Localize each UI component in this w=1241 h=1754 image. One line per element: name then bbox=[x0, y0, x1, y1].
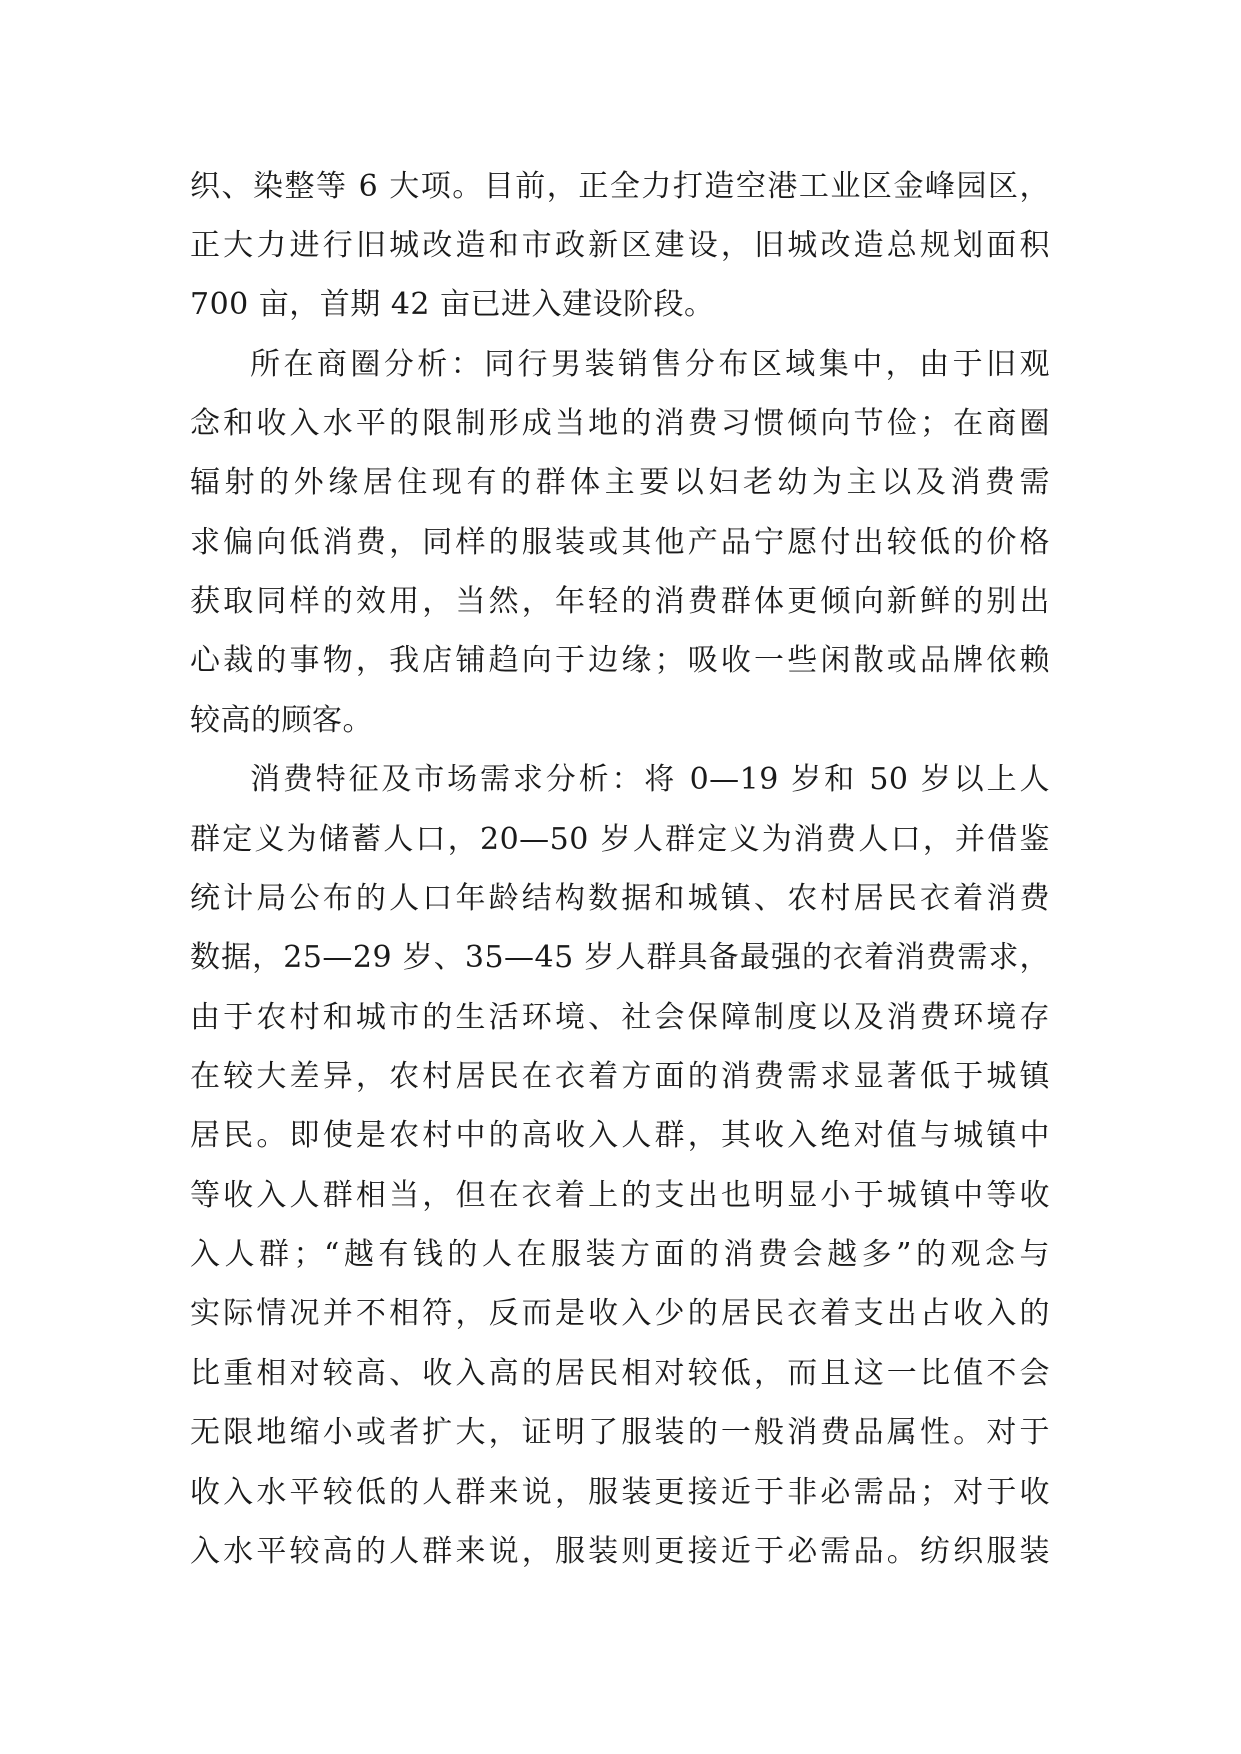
text-line: 700 亩，首期 42 亩已进入建设阶段。 bbox=[190, 287, 715, 322]
text-line: 较高的顾客。 bbox=[190, 703, 373, 738]
text-line: 念和收入水平的限制形成当地的消费习惯倾向节俭；在商圈 bbox=[190, 406, 1050, 441]
text-line: 在较大差异，农村居民在衣着方面的消费需求显著低于城镇 bbox=[190, 1059, 1050, 1094]
text-line: 等收入人群相当，但在衣着上的支出也明显小于城镇中等收 bbox=[190, 1178, 1050, 1213]
text-line: 入水平较高的人群来说，服装则更接近于必需品。纺织服装 bbox=[190, 1534, 1050, 1569]
text-line: 实际情况并不相符，反而是收入少的居民衣着支出占收入的 bbox=[190, 1296, 1050, 1331]
text-line: 正大力进行旧城改造和市政新区建设，旧城改造总规划面积 bbox=[190, 228, 1050, 263]
text-line: 比重相对较高、收入高的居民相对较低，而且这一比值不会 bbox=[190, 1356, 1050, 1391]
paragraph-start-line: 消费特征及市场需求分析：将 0—19 岁和 50 岁以上人 bbox=[250, 762, 1050, 797]
text-line: 心裁的事物，我店铺趋向于边缘；吸收一些闲散或品牌依赖 bbox=[190, 643, 1050, 678]
text-line: 统计局公布的人口年龄结构数据和城镇、农村居民衣着消费 bbox=[190, 881, 1050, 916]
text-line: 无限地缩小或者扩大，证明了服装的一般消费品属性。对于 bbox=[190, 1415, 1050, 1450]
text-line: 居民。即使是农村中的高收入人群，其收入绝对值与城镇中 bbox=[190, 1118, 1050, 1153]
text-line: 入人群；“越有钱的人在服装方面的消费会越多”的观念与 bbox=[190, 1237, 1050, 1272]
text-line: 织、染整等 6 大项。目前，正全力打造空港工业区金峰园区， bbox=[190, 169, 1050, 204]
text-line: 收入水平较低的人群来说，服装更接近于非必需品；对于收 bbox=[190, 1475, 1050, 1510]
text-line: 群定义为储蓄人口，20—50 岁人群定义为消费人口，并借鉴 bbox=[190, 822, 1050, 857]
text-line: 辐射的外缘居住现有的群体主要以妇老幼为主以及消费需 bbox=[190, 465, 1050, 500]
text-line: 获取同样的效用，当然，年轻的消费群体更倾向新鲜的别出 bbox=[190, 584, 1050, 619]
text-line: 求偏向低消费，同样的服装或其他产品宁愿付出较低的价格 bbox=[190, 525, 1050, 560]
text-line: 由于农村和城市的生活环境、社会保障制度以及消费环境存 bbox=[190, 1000, 1050, 1035]
paragraph-start-line: 所在商圈分析：同行男装销售分布区域集中，由于旧观 bbox=[250, 347, 1050, 382]
text-line: 数据，25—29 岁、35—45 岁人群具备最强的衣着消费需求， bbox=[190, 940, 1050, 975]
